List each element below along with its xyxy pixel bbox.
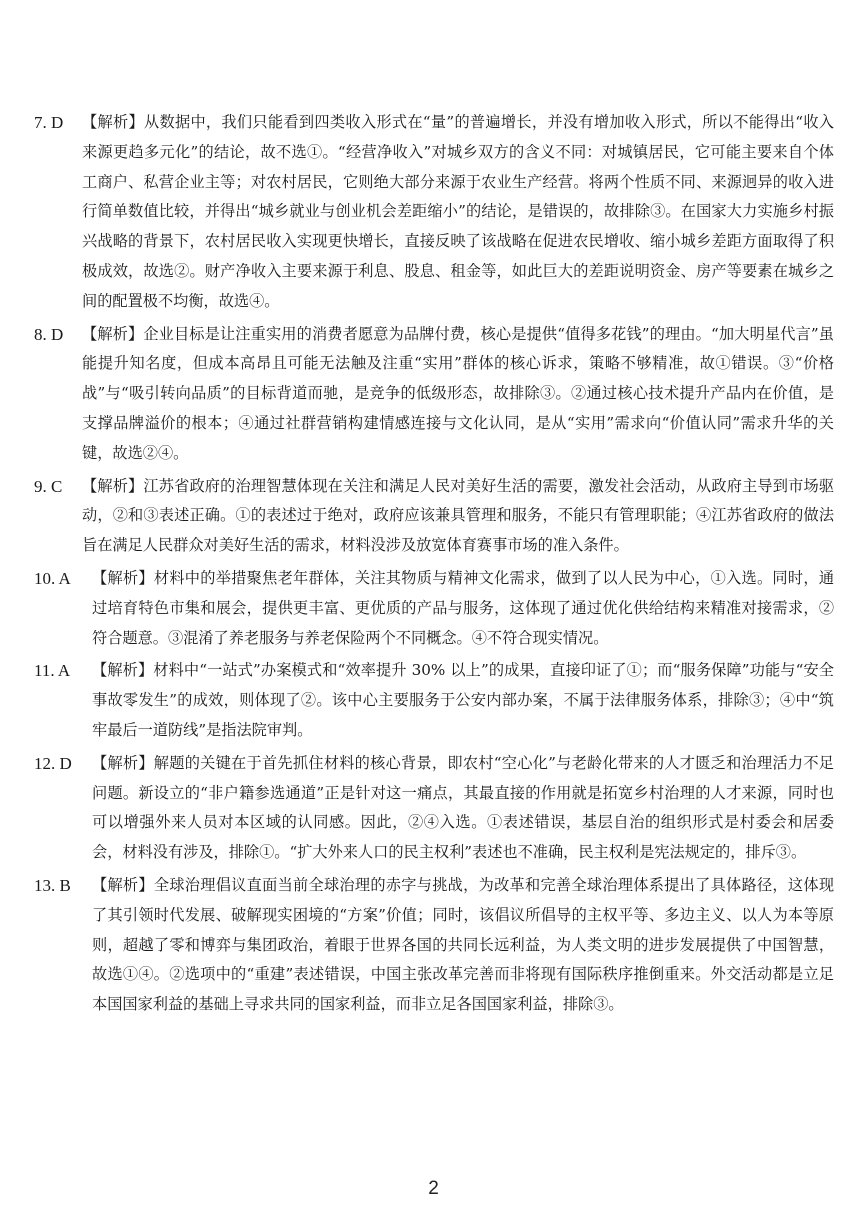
- answer-item-8: [34, 320, 834, 469]
- answer-explanation: 【解析】解题的关键在于首先抓住材料的核心背景，即农村“空心化”与老龄化带来的人才匮乏和治理活力不足问题。新设立的“非户籍参选通道”正是针对这一痛点，其最直接的作用就是拓宽乡村治理的人才来源，同时也可以增强外来人员对本区域的认同感。因此，②④入选。①表述错误，基层自治的组织形式是村委会和居委会，材料没有涉及，排除①。“扩大外来人口的民主权利”表述也不准确，民主权利是宪法规定的，排斥③。: [92, 753, 834, 862]
- answer-item-10: [34, 564, 834, 653]
- answer-item-7: [34, 108, 834, 317]
- answer-explanation: 【解析】从数据中，我们只能看到四类收入形式在“量”的普遍增长，并没有增加收入形式，所以不能得出“收入来源更趋多元化”的结论，故不选①。“经营净收入”对城乡双方的含义不同：对城镇居民，它可能主要来自个体工商户、私营企业主等；对农村居民，它则绝大部分来源于农业生产经营。将两个性质不同、来源迥异的收入进行简单数值比较，并得出“城乡就业与创业机会差距缩小”的结论，是错误的，故排除③。在国家大力实施乡村振兴战略的背景下，农村居民收入实现更快增长，直接反映了该战略在促进农民增收、缩小城乡差距方面取得了积极成效，故选②。财产净收入主要来源于利息、股息、租金等，如此巨大的差距说明资金、房产等要素在城乡之间的配置极不均衡，故选④。: [82, 113, 834, 310]
- answer-item-11: [34, 656, 834, 745]
- answer-item-13: [34, 871, 834, 1020]
- answer-explanation: 【解析】材料中“一站式”办案模式和“效率提升 30% 以上”的成果，直接印证了①；而“服务保障”功能与“安全事故零发生”的成效，则体现了②。该中心主要服务于公安内部办案，不属于法律服务体系，排除③；④中“筑牢最后一道防线”是指法院审判。: [92, 661, 834, 739]
- answer-item-9: [34, 472, 834, 561]
- answer-item-12: [34, 749, 834, 868]
- answer-list: [34, 108, 834, 1023]
- answer-number: 12. D: [34, 753, 72, 773]
- answer-explanation: 【解析】江苏省政府的治理智慧体现在关注和满足人民对美好生活的需要，激发社会活动，从政府主导到市场驱动，②和③表述正确。①的表述过于绝对，政府应该兼具管理和服务，不能只有管理职能；④江苏省政府的做法旨在满足人民群众对美好生活的需求，材料没涉及放宽体育赛事市场的准入条件。: [82, 476, 834, 555]
- answer-number: 11. A: [34, 661, 71, 681]
- answer-number: 10. A: [34, 568, 71, 588]
- answer-number: 8. D: [34, 324, 64, 344]
- answer-explanation: 【解析】材料中的举措聚焦老年群体，关注其物质与精神文化需求，做到了以人民为中心，①入选。同时，通过培育特色市集和展会，提供更丰富、更优质的产品与服务，这体现了通过优化供给结构来精准对接需求，②符合题意。③混淆了养老服务与养老保险两个不同概念。④不符合现实情况。: [92, 568, 834, 647]
- answer-explanation: 【解析】企业目标是让注重实用的消费者愿意为品牌付费，核心是提供“值得多花钱”的理由。“加大明星代言”虽能提升知名度，但成本高昂且可能无法触及注重“实用”群体的核心诉求，策略不够精准，故①错误。③“价格战”与“吸引转向品质”的目标背道而驰，是竞争的低级形态，故排除③。②通过核心技术提升产品内在价值，是支撑品牌溢价的根本；④通过社群营销构建情感连接与文化认同，是从“实用”需求向“价值认同”需求升华的关键，故选②④。: [82, 324, 834, 462]
- answer-number: 13. B: [34, 875, 71, 895]
- page-number: 2: [428, 1178, 439, 1199]
- answer-explanation: 【解析】全球治理倡议直面当前全球治理的赤字与挑战，为改革和完善全球治理体系提出了具体路径，这体现了其引领时代发展、破解现实困境的“方案”价值；同时，该倡议所倡导的主权平等、多边主义、以人为本等原则，超越了零和博弈与集团政治，着眼于世界各国的共同长远利益，为人类文明的进步发展提供了中国智慧，故选①④。②选项中的“重建”表述错误，中国主张改革完善而非将现有国际秩序推倒重来。外交活动都是立足本国国家利益的基础上寻求共同的国家利益，而非立足各国国家利益，排除③。: [92, 875, 834, 1014]
- answer-number: 9. C: [34, 476, 63, 496]
- answer-number: 7. D: [34, 113, 64, 132]
